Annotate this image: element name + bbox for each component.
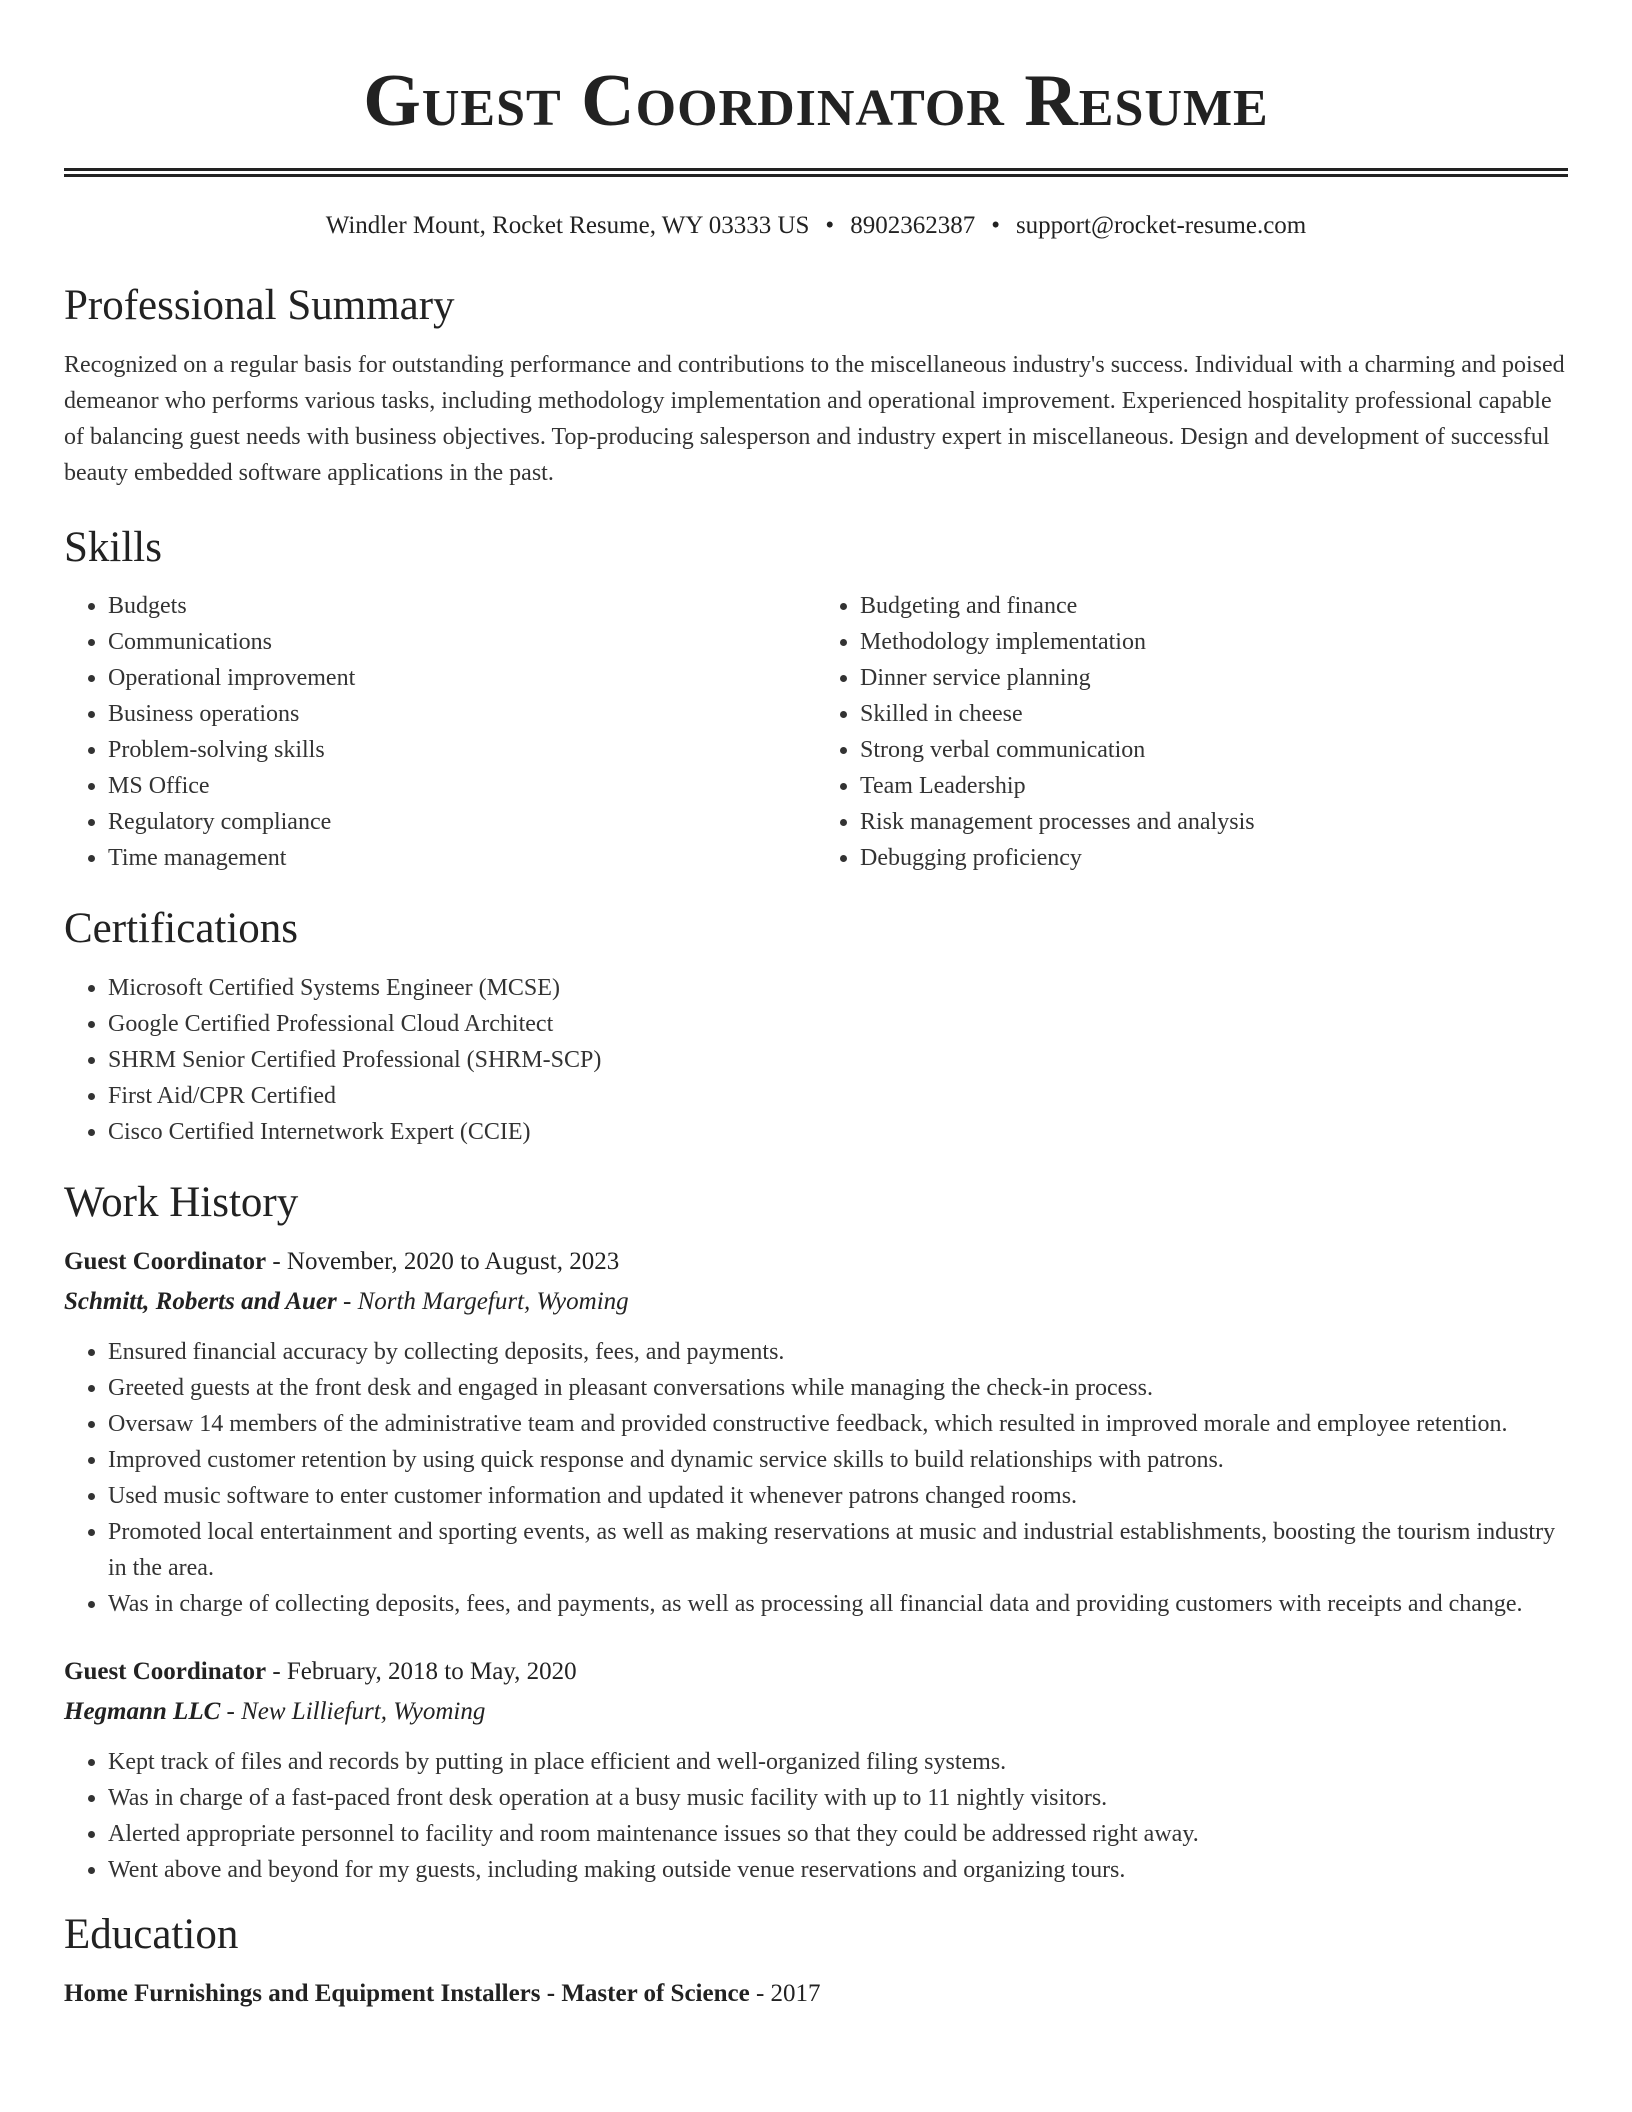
job-title: Guest Coordinator — [64, 1658, 267, 1685]
certification-item: • First Aid/CPR Certified — [108, 1078, 1568, 1114]
skill-item: • Operational improvement — [108, 660, 816, 696]
skill-item: • Budgeting and finance — [860, 588, 1568, 624]
certifications-heading: Certifications — [64, 905, 299, 952]
resume-page — [64, 0, 1568, 2014]
skill-item: • Strong verbal communication — [860, 732, 1568, 768]
job-entry — [64, 1652, 1568, 1888]
education-heading: Education — [64, 1911, 239, 1958]
job-duty: • Was in charge of a fast-paced front desk operation at a busy music facility with up to 11 nightly visitors. — [108, 1780, 1568, 1816]
skill-item: • Risk management processes and analysis — [860, 804, 1568, 840]
skill-item: • Budgets — [108, 588, 816, 624]
skill-item: • Dinner service planning — [860, 660, 1568, 696]
certification-item: • Cisco Certified Internetwork Expert (CCIE) — [108, 1114, 1568, 1150]
job-company: Schmitt, Roberts and Auer — [64, 1288, 337, 1315]
skill-item: • Communications — [108, 624, 816, 660]
skill-item: • Team Leadership — [860, 768, 1568, 804]
job-duty: • Ensured financial accuracy by collecting deposits, fees, and payments. — [108, 1334, 1568, 1370]
job-duty: • Used music software to enter customer information and updated it whenever patrons changed rooms. — [108, 1478, 1568, 1514]
title-divider — [64, 168, 1568, 177]
job-header: Guest Coordinator - February, 2018 to May, 2020 — [64, 1658, 577, 1685]
job-duty: • Promoted local entertainment and sporting events, as well as making reservations at music and industrial establishments, boosting the tourism industry in the area. — [108, 1514, 1568, 1586]
job-title: Guest Coordinator — [64, 1248, 267, 1275]
job-duties-list — [64, 1334, 1568, 1622]
job-location: North Margefurt, Wyoming — [357, 1288, 629, 1315]
education-entry: Home Furnishings and Equipment Installers - Master of Science - 2017 — [64, 1980, 821, 2007]
job-duty: • Greeted guests at the front desk and engaged in pleasant conversations while managing the check-in process. — [108, 1370, 1568, 1406]
job-duty: • Improved customer retention by using quick response and dynamic service skills to build relationships with patrons. — [108, 1442, 1568, 1478]
skills-heading: Skills — [64, 524, 162, 571]
contact-address: Windler Mount, Rocket Resume, WY 03333 US — [325, 212, 810, 239]
certification-item: • Microsoft Certified Systems Engineer (MCSE) — [108, 970, 1568, 1006]
job-entry — [64, 1242, 1568, 1622]
skills-columns — [64, 588, 1568, 876]
certifications-list — [64, 970, 1568, 1150]
skills-list-left — [64, 588, 816, 876]
contact-line — [64, 210, 1568, 242]
skill-item: • Methodology implementation — [860, 624, 1568, 660]
job-location: New Lilliefurt, Wyoming — [241, 1698, 486, 1725]
resume-title: Guest Coordinator Resume — [363, 60, 1269, 142]
education-degree: Master of Science — [561, 1980, 750, 2007]
job-duties-list — [64, 1744, 1568, 1888]
contact-phone: 8902362387 — [850, 212, 976, 239]
job-header: Guest Coordinator - November, 2020 to August, 2023 — [64, 1248, 620, 1275]
job-employer: Schmitt, Roberts and Auer - North Margefurt, Wyoming — [64, 1288, 629, 1315]
certification-item: • Google Certified Professional Cloud Architect — [108, 1006, 1568, 1042]
skills-list-right — [816, 588, 1568, 876]
summary-text: Recognized on a regular basis for outstanding performance and contributions to the miscellaneous industry's success. Individual with a charming and poised demeanor who performs various tasks, including methodology implementation and operational improvement. Experienced hospitality professional capable of balancing guest needs with business objectives. Top-producing salesperson and industry expert in miscellaneous. Design and development of successful beauty embedded software applications in the past. — [64, 352, 1565, 486]
education-field: Home Furnishings and Equipment Installers — [64, 1980, 541, 2007]
job-dates: November, 2020 to August, 2023 — [286, 1248, 620, 1275]
skill-item: • Regulatory compliance — [108, 804, 816, 840]
education-year: 2017 — [770, 1980, 821, 2007]
contact-separator: • — [991, 212, 1000, 239]
skill-item: • Problem-solving skills — [108, 732, 816, 768]
contact-email: support@rocket-resume.com — [1015, 212, 1307, 239]
skill-item: • Time management — [108, 840, 816, 876]
job-company: Hegmann LLC — [64, 1698, 221, 1725]
job-duty: • Was in charge of collecting deposits, fees, and payments, as well as processing all financial data and providing customers with receipts and change. — [108, 1586, 1568, 1622]
skill-item: • MS Office — [108, 768, 816, 804]
work-history-heading: Work History — [64, 1179, 299, 1226]
skill-item: • Business operations — [108, 696, 816, 732]
job-duty: • Went above and beyond for my guests, including making outside venue reservations and organizing tours. — [108, 1852, 1568, 1888]
job-employer: Hegmann LLC - New Lilliefurt, Wyoming — [64, 1698, 486, 1725]
skill-item: • Debugging proficiency — [860, 840, 1568, 876]
job-dates: February, 2018 to May, 2020 — [286, 1658, 577, 1685]
job-duty: • Alerted appropriate personnel to facility and room maintenance issues so that they could be addressed right away. — [108, 1816, 1568, 1852]
job-duty: • Oversaw 14 members of the administrative team and provided constructive feedback, which resulted in improved morale and employee retention. — [108, 1406, 1568, 1442]
job-duty: • Kept track of files and records by putting in place efficient and well-organized filing systems. — [108, 1744, 1568, 1780]
contact-separator: • — [825, 212, 835, 239]
summary-heading: Professional Summary — [64, 282, 455, 329]
skill-item: • Skilled in cheese — [860, 696, 1568, 732]
certification-item: • SHRM Senior Certified Professional (SHRM-SCP) — [108, 1042, 1568, 1078]
